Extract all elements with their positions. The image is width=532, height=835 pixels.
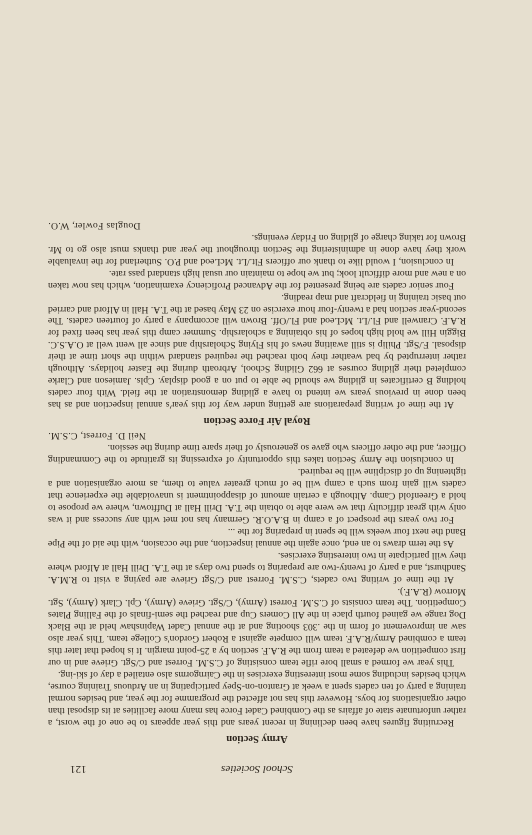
raf-paragraph-2: Four senior cadets are being presented for the Advanced Proficiency examination, which has now taken on a new and more difficult look; but we hope to maintain our usual high standard pass rate.: [48, 267, 466, 291]
army-paragraph-4: As the term draws to an end, once again the annual inspection, and the occasion, with the aid of the Pipe Band the next four weeks will be spent in preparing for the ...: [48, 525, 466, 549]
page-number: 121: [70, 763, 87, 775]
page-body: [48, 219, 466, 747]
army-section: [48, 429, 466, 744]
raf-paragraph-3: In conclusion, I would like to thank our officers Flt./Lt. McLeod and P.O. Sutherland for the invaluable work they have done in administering the Section throughout the year and thanks must also go to Mr. Brown for taking charge of gliding on Friday evenings.: [48, 231, 466, 267]
raf-paragraph-1: At the time of writing preparations are getting under way for this year's annual inspection and as has been done in previous years we intend to have a gliding demonstration at the field. With four cadets holding B certificates in gliding we should be able to put on a good display. Cpls. Jamieson and Clarke completed their gliding courses at 662 Gliding School, Arbroath during the Easter holidays. Although rather interrupted by bad weather they both reached the required standard within the short time at their disposal. F./Sgt. Philip is still awaiting news of his Flying Scholarship and since all went well at O.A.S.C. Biggin Hill we hold high hopes of his obtaining a scholarship. Summer camp this year has been fixed for R.A.F. Cranwell and Fl./Lt. McLeod and Fl./Off. Brown will accompany a party of fourteen cadets. The second-year section had a twenty-four hour exercise on 23 May based at the T.A. Hall in Alford and carried out basic training in fieldcraft and map reading.: [48, 291, 466, 411]
army-section-heading: Army Section: [226, 733, 288, 744]
army-paragraph-2: This year we formed a small bore rifle team consisting of C.S.M. Forrest and C/Sgt. Grieve and in our first competition we defeated a team from the R.A.F. section by a 25-point margin. It is hoped that later this team a combined Army/R.A.F. team will compete against a Robert Gordon's College team. This year also saw an improvement of form in the .303 shooting and at the annual Cadet Wapinshaw held at the Black Dog range we gained fourth place in the All Comers Cup and reached the semi-finals of the Falling Plates Competition. The team consists of C.S.M. Forrest (Army), C/Sgt. Grieve (Army), Cpl. Clark (Army), Sgt. Morrow (R.A.F.).: [48, 585, 466, 669]
army-paragraph-6: In conclusion the Army Section takes this opportunity of expressing its gratitude to the Commanding Officer, and the other officers who gave so generously of their spare time during the session.: [48, 442, 466, 466]
army-signature: Neil D. Forrest, C.S.M.: [48, 430, 146, 442]
raf-section-heading: Royal Air Force Section: [203, 415, 311, 427]
raf-signature: Douglas Fowler, W.O.: [48, 219, 141, 231]
army-paragraph-3: At the time of writing two cadets, C.S.M. Forrest and C/Sgt Grieve are paying a visit to R.M.A. Sandhurst, and a party of twenty-two are preparing to spend two days at the T.A. Drill Hall at Alford where they will participate in two interesting exercises.: [48, 549, 466, 585]
army-paragraph-1: Recruiting figures have been declining in recent years and this year appears to be one of the worst, a rather unfortunate state of affairs as the Combined Cadet Force has many more facilities at its disposal than other organisations for boys. However this has not affected the programme for the year, and besides normal training a party of ten cadets spent a week at Granton-on-Spey participating in an Arduous Training course, which besides including some most interesting exercises in the Cairngorms also entailed a day of ski-ing.: [48, 669, 466, 728]
running-head: [70, 762, 444, 775]
army-paragraph-5: For two years the prospect of a camp in B.A.O.R. Germany has not met with any success and it was only with great difficulty that we were able to obtain the T.A. Drill Hall at Dufftown, where we propose to hold a Greenfold Camp. Although a certain amount of disappointment is unavoidable the experience that cadets will gain from such a camp will be of much greater value to them, as more organisation and a tightening up of discipline will be required.: [48, 465, 466, 525]
running-title: School Societies: [221, 763, 293, 775]
raf-section: [48, 219, 466, 426]
